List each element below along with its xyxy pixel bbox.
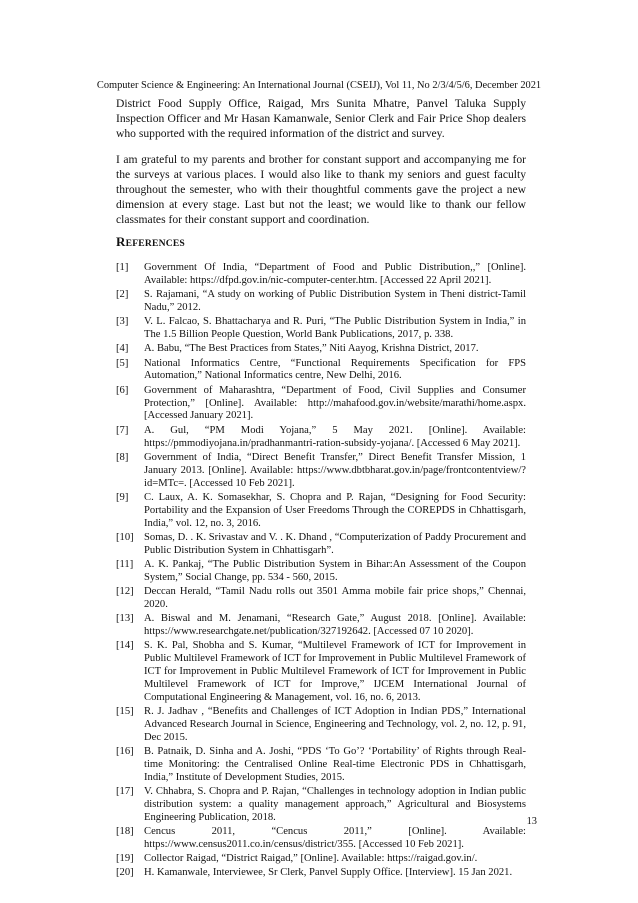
reference-text: National Informatics Centre, “Functional Requirements Specification for FPS Automation,” National Informatics centre, New Delhi, 2016. [144,357,526,382]
reference-text: Deccan Herald, “Tamil Nadu rolls out 3501 Amma mobile fair price shops,” Chennai, 2020. [144,586,526,610]
reference-text: A. Gul, “PM Modi Yojana,” 5 May 2021. [Online]. Available: https://pmmodiyojana.in/pradhanmantri-ration-subsidy-yojana/. [Accessed 6 May 2021]. [144,424,526,449]
reference-item [116,786,526,825]
reference-number: [1] [116,262,129,273]
reference-number: [18] [116,826,134,838]
reference-number: [5] [116,357,129,369]
reference-item [116,640,526,705]
body-paragraph: I am grateful to my parents and brother for constant support and accompanying me for the surveys at various places. I would also like to thank my seniors and guest faculty throughout the semester, who with their thoughtful comments gave the project a new dimension at every stage. Last but not the least; we would like to thank our fellow classmates for their constant support and coordination. [116,153,526,226]
reference-item [116,425,526,451]
reference-text: A. Babu, “The Best Practices from States,” Niti Aayog, Krishna District, 2017. [144,343,479,355]
reference-item [116,385,526,424]
reference-item [116,746,526,785]
reference-item [116,262,526,288]
reference-text: Government of Maharashtra, “Department of Food, Civil Supplies and Consumer Protection,” [Online]. Available: http://mahafood.gov.in/website/marathi/home.aspx. [Accessed January 2021]. [144,384,526,422]
references-heading-initial: R [116,234,126,249]
reference-text: C. Laux, A. K. Somasekhar, S. Chopra and P. Rajan, “Designing for Food Security: Portability and the Expansion of User Freedoms Through the COREPDS in Chhattisgarh, India,” vol. 12, no. 3, 2016. [144,491,526,529]
reference-number: [12] [116,586,134,598]
reference-item [116,289,526,315]
reference-number: [11] [116,558,134,570]
references-heading-rest: EFERENCES [125,238,185,249]
reference-item [116,826,526,852]
reference-item [116,316,526,342]
running-head: Computer Science & Engineering: An International Journal (CSEIJ), Vol 11, No 2/3/4/5/6, December 2021 [96,80,542,91]
reference-text: Government of India, “Direct Benefit Transfer,” Direct Benefit Transfer Mission, 1 January 2013. [Online]. Available: https://www.dbtbharat.gov.in/page/frontcontentview/?id=MTc=. [Accessed 10 Feb 2021]. [144,451,526,489]
body-paragraph: District Food Supply Office, Raigad, Mrs Sunita Mhatre, Panvel Taluka Supply Inspection Officer and Mr Hasan Kamanwale, Senior Clerk and Fair Price Shop dealers who supported with the required information of the district and survey. [116,97,526,140]
reference-item [116,452,526,491]
page-number: 13 [526,816,537,827]
reference-number: [17] [116,786,134,798]
reference-number: [8] [116,451,129,463]
reference-number: [20] [116,867,134,879]
reference-number: [19] [116,853,134,865]
reference-text: Somas, D. . K. Srivastav and V. . K. Dhand , “Computerization of Paddy Procurement and Public Distribution System in Chhattisgarh”. [144,531,526,556]
reference-text: S. K. Pal, Shobha and S. Kumar, “Multilevel Framework of ICT for Improvement in Public Multilevel Framework of ICT for Improvement in Public Multilevel Framework of ICT for Improvement in Public Multilevel Framework of ICT for Improvement in Public Multilevel Framework of ICT for Improve,” IJCEM International Journal of Computational Engineering & Management, vol. 16, no. 6, 2013. [144,640,526,703]
reference-text: B. Patnaik, D. Sinha and A. Joshi, “PDS ‘To Go’? ‘Portability’ of Rights through Real-time Monitoring: the Centralised Online Real-time Electronic PDS in Chhattisgarh, India,” Institute of Development Studies, 2015. [144,746,526,783]
reference-item [116,559,526,585]
reference-item [116,586,526,612]
reference-text: A. K. Pankaj, “The Public Distribution System in Bihar:An Assessment of the Coupon System,” Social Change, pp. 534 - 560, 2015. [144,558,526,583]
reference-item [116,492,526,531]
reference-number: [13] [116,613,134,625]
reference-text: Government Of India, “Department of Food and Public Distribution,,” [Online]. Available: https://dfpd.gov.in/nic-computer-center.htm. [Accessed 22 April 2021]. [144,262,526,286]
reference-number: [10] [116,531,134,543]
reference-text: Cencus 2011, “Cencus 2011,” [Online]. Available: https://www.census2011.co.in/census/district/355. [Accessed 10 Feb 2021]. [144,826,526,851]
reference-item [116,532,526,558]
reference-text: H. Kamanwale, Interviewee, Sr Clerk, Panvel Supply Office. [Interview]. 15 Jan 2021. [144,867,513,879]
reference-text: A. Biswal and M. Jenamani, “Research Gate,” August 2018. [Online]. Available: https://www.researchgate.net/publication/327192642. [Accessed 07 10 2020]. [144,613,526,638]
reference-number: [15] [116,706,134,718]
reference-item [116,343,526,356]
reference-item [116,706,526,745]
reference-item [116,358,526,384]
reference-number: [14] [116,640,134,652]
reference-text: R. J. Jadhav , “Benefits and Challenges of ICT Adoption in Indian PDS,” International Advanced Research Journal in Science, Engineering and Technology, vol. 2, no. 12, p. 91, Dec 2015. [144,706,526,743]
reference-text: Collector Raigad, “District Raigad,” [Online]. Available: https://raigad.gov.in/. [144,853,478,865]
reference-number: [3] [116,316,129,328]
reference-item [116,867,526,880]
reference-item [116,613,526,639]
references-heading [116,234,185,250]
reference-number: [16] [116,746,134,758]
reference-text: S. Rajamani, “A study on working of Public Distribution System in Theni district-Tamil Nadu,” 2012. [144,289,526,314]
reference-list [116,262,526,882]
reference-number: [4] [116,343,129,355]
reference-item [116,853,526,866]
reference-text: V. Chhabra, S. Chopra and P. Rajan, “Challenges in technology adoption in Indian public distribution system: a quality management approach,” Agricultural and Biosystems Engineering Publication, 2018. [144,786,526,823]
reference-text: V. L. Falcao, S. Bhattacharya and R. Puri, “The Public Distribution System in India,” in The 1.5 Billion People Question, World Bank Publications, 2017, p. 338. [144,316,526,341]
reference-number: [6] [116,384,129,396]
reference-number: [9] [116,491,129,503]
reference-number: [2] [116,289,129,301]
reference-number: [7] [116,424,129,436]
